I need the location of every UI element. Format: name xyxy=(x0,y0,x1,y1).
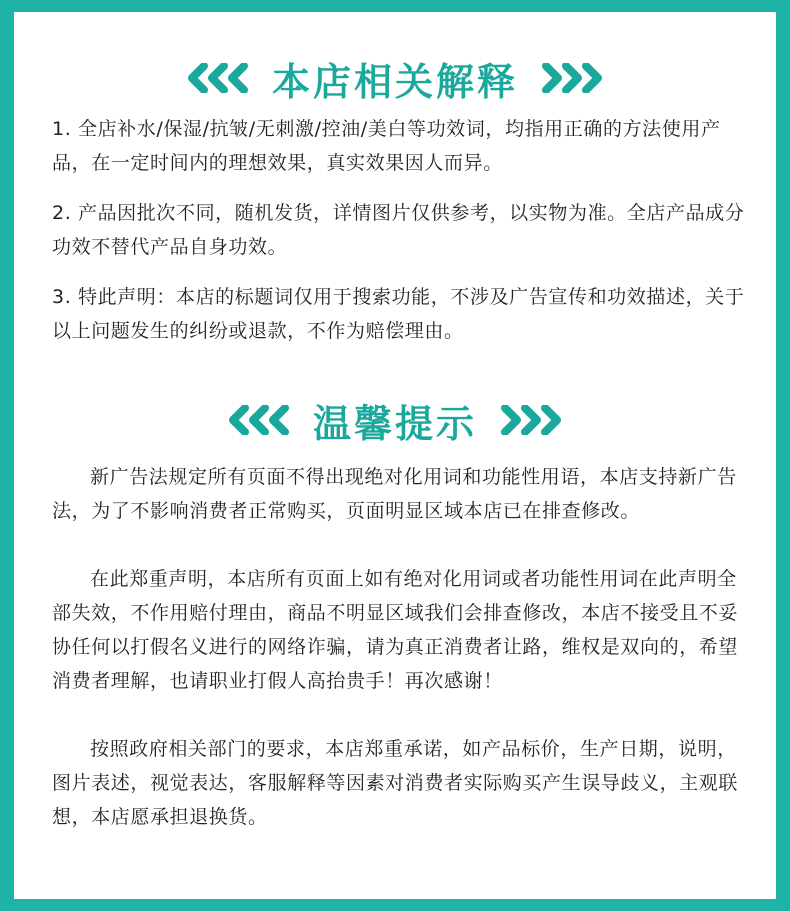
section-title: 温馨提示 xyxy=(312,401,477,446)
triple-chevron-right-icon xyxy=(536,63,608,93)
explanation-item-3: 3. 特此声明：本店的标题词仅用于搜索功能，不涉及广告宣传和功效描述，关于以上问题发生的纠纷或退款，不作为赔偿理由。 xyxy=(52,286,745,342)
notice-paragraph-1: 新广告法规定所有页面不得出现绝对化用词和功能性用语，本店支持新广告法，为了不影响消费者正常购买，页面明显区域本店已在排查修改。 xyxy=(52,466,737,522)
content-panel xyxy=(14,12,776,899)
explanation-item-1: 1. 全店补水/保湿/抗皱/无刺激/控油/美白等功效词，均指用正确的方法使用产品，在一定时间内的理想效果，真实效果因人而异。 xyxy=(52,118,721,174)
section-title: 本店相关解释 xyxy=(271,59,518,104)
explanation-item-2: 2. 产品因批次不同，随机发货，详情图片仅供参考，以实物为准。全店产品成分功效不替代产品自身功效。 xyxy=(52,202,745,258)
notice-paragraph-2: 在此郑重声明，本店所有页面上如有绝对化用词或者功能性用词在此声明全部失效，不作用赔付理由，商品不明显区域我们会排查修改，本店不接受且不妥协任何以打假名义进行的网络诈骗，请为真正消费者让路，维权是双向的，希望消费者理解，也请职业打假人高抬贵手！再次感谢！ xyxy=(52,568,739,692)
section-heading-explanation xyxy=(14,52,776,104)
notice-paragraph-3: 按照政府相关部门的要求，本店郑重承诺，如产品标价，生产日期，说明，图片表述，视觉表达，客服解释等因素对消费者实际购买产生误导歧义，主观联想，本店愿承担退换货。 xyxy=(52,738,739,828)
triple-chevron-left-icon xyxy=(182,63,254,93)
triple-chevron-left-icon xyxy=(223,405,295,435)
triple-chevron-right-icon xyxy=(495,405,567,435)
section-heading-notice xyxy=(14,394,776,446)
